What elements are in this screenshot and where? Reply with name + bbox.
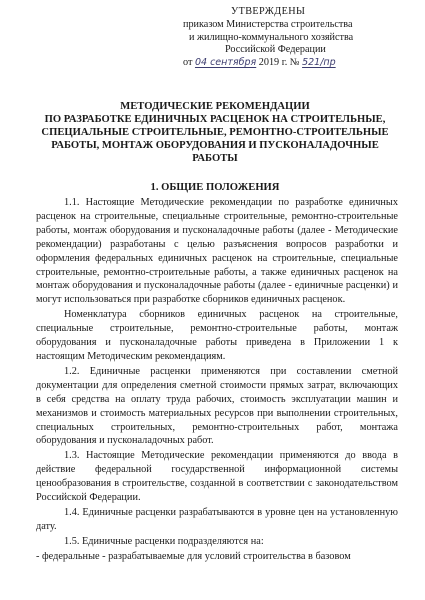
title-line: РАБОТЫ <box>192 152 238 164</box>
approval-title: УТВЕРЖДЕНЫ <box>231 6 306 17</box>
paragraph-1-3: 1.3. Настоящие Методические рекомендации применяются до ввода в действие федеральной государственной информационной системы ценообразования в строительстве, созданной в соответствии с законодательством Российской Федерации. <box>36 450 398 504</box>
handwritten-number: 521/пр <box>302 57 336 69</box>
document-title <box>30 101 400 166</box>
paragraph-1-1: 1.1. Настоящие Методические рекомендации по разработке единичных расценок на строительные, специальные строительные, ремонтно-строительные работы, монтаж оборудования и пусконаладочные работы (далее - Методические рекомендации) разработаны с целью разъяснения вопросов разработки и оформления федеральных единичных расценок на строительные, специальные строительные, ремонтно-строительные работы, а также единичных расценок на монтаж оборудования и пусконаладочные работы (далее - единичные расценки) и могут использоваться при разработке сборников единичных расценок. <box>36 197 398 306</box>
date-prefix: от <box>183 57 193 69</box>
paragraph-1-4: 1.4. Единичные расценки разрабатываются в уровне цен на установленную дату. <box>36 506 398 532</box>
title-line: МЕТОДИЧЕСКИЕ РЕКОМЕНДАЦИИ <box>120 101 310 112</box>
title-line: РАБОТЫ, МОНТАЖ ОБОРУДОВАНИЯ И ПУСКОНАЛАДОЧНЫЕ <box>51 139 379 151</box>
approval-line-country: Российской Федерации <box>225 44 326 56</box>
paragraph-1-2: 1.2. Единичные расценки применяются при составлении сметной документации для определения сметной стоимости прямых затрат, включающих в себя средства на оплату труда рабочих, стоимость эксплуатации машин и механизмов и стоимость материальных ресурсов при выполнении строительных, специальных строительных, ремонтно-строительных работ, монтажа оборудования и пусконаладочных работ. <box>36 365 398 447</box>
title-line: ПО РАЗРАБОТКЕ ЕДИНИЧНЫХ РАСЦЕНОК НА СТРОИТЕЛЬНЫЕ, <box>44 113 386 125</box>
approval-date-line <box>183 57 393 70</box>
list-item: - федеральные - разрабатываемые для условий строительства в базовом <box>36 550 351 562</box>
approval-line-housing: и жилищно-коммунального хозяйства <box>189 31 354 43</box>
approval-stamp <box>183 6 393 70</box>
section-heading: 1. ОБЩИЕ ПОЛОЖЕНИЯ <box>150 182 280 193</box>
approval-line-ministry: приказом Министерства строительства <box>183 18 353 30</box>
document-body <box>36 196 398 565</box>
paragraph-1-5: 1.5. Единичные расценки подразделяются на: <box>64 535 264 547</box>
paragraph-nomenclature: Номенклатура сборников единичных расценок на строительные, специальные строительные, ремонтно-строительные работы, монтаж оборудования и пусконаладочные работы приведена в Приложении 1 к настоящим Методическим рекомендациям. <box>36 309 398 362</box>
title-line: СПЕЦИАЛЬНЫЕ СТРОИТЕЛЬНЫЕ, РЕМОНТНО-СТРОИТЕЛЬНЫЕ <box>41 126 389 138</box>
year-text: 2019 г. № <box>258 57 300 69</box>
handwritten-date: 04 сентября <box>194 57 257 69</box>
